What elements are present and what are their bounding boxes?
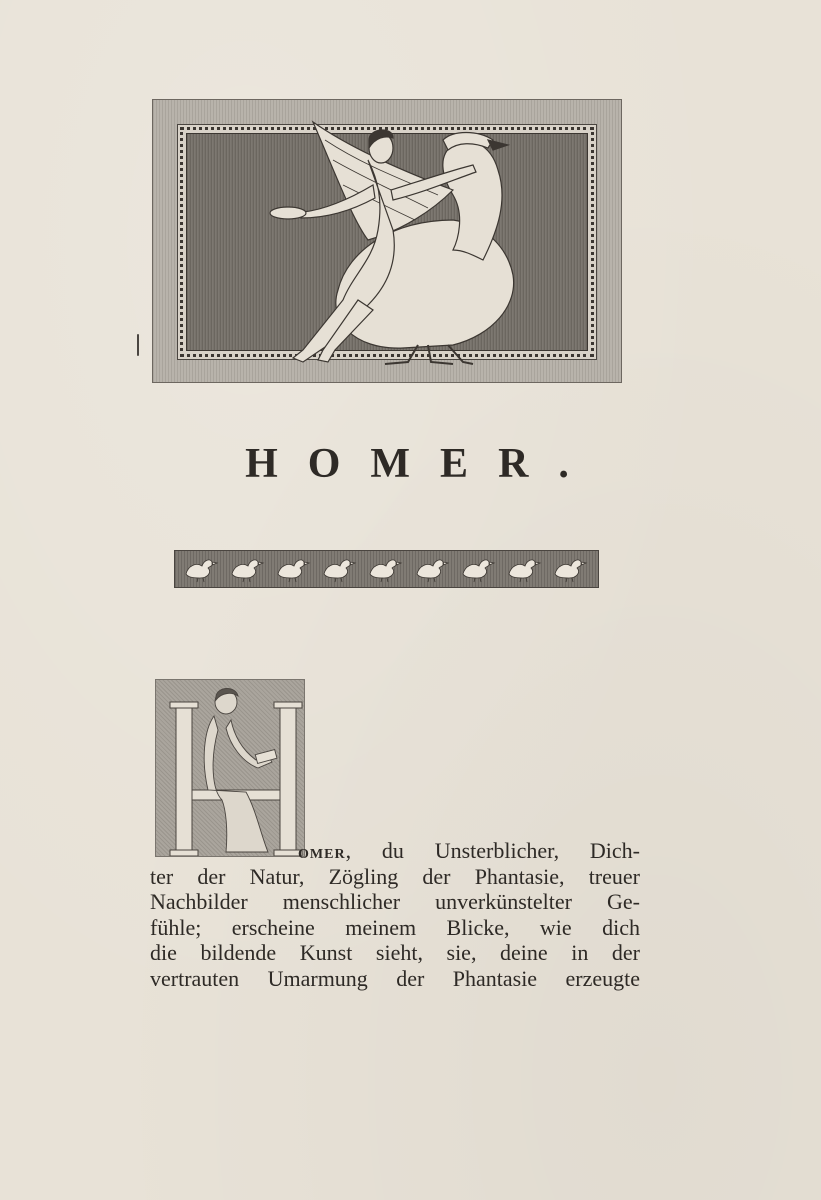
swan-frieze (174, 550, 599, 588)
swan-icon (274, 554, 314, 584)
body-line: vertrauten Umarmung der Phantasie erzeugte (150, 965, 640, 991)
body-line: Nachbilder menschlicher unverkünstelter Ge- (150, 889, 640, 914)
swan-icon (228, 554, 268, 584)
swan-icon (459, 554, 499, 584)
seated-reader-initial-icon (156, 680, 305, 857)
body-text (150, 838, 640, 991)
body-line: ter der Natur, Zögling der Phantasie, treuer (150, 863, 640, 889)
body-line (150, 838, 640, 864)
swan-icon (366, 554, 406, 584)
body-line: fühle; erscheine meinem Blicke, wie dich (150, 914, 640, 940)
page-title: HOMER. (245, 441, 599, 487)
swan-icon (505, 554, 545, 584)
initial-smallcaps: omer (298, 841, 346, 863)
body-line: die bildende Kunst sieht, sie, deine in der (150, 940, 640, 965)
margin-mark (137, 334, 139, 356)
swan-icon (413, 554, 453, 584)
decorated-initial-h (155, 679, 305, 857)
swan-icon (182, 554, 222, 584)
leda-swan-icon (153, 100, 623, 384)
swan-icon (551, 554, 591, 584)
body-line-text: , du Unsterblicher, Dich- (345, 838, 640, 863)
head-vignette-plate (152, 99, 622, 383)
swan-icon (320, 554, 360, 584)
